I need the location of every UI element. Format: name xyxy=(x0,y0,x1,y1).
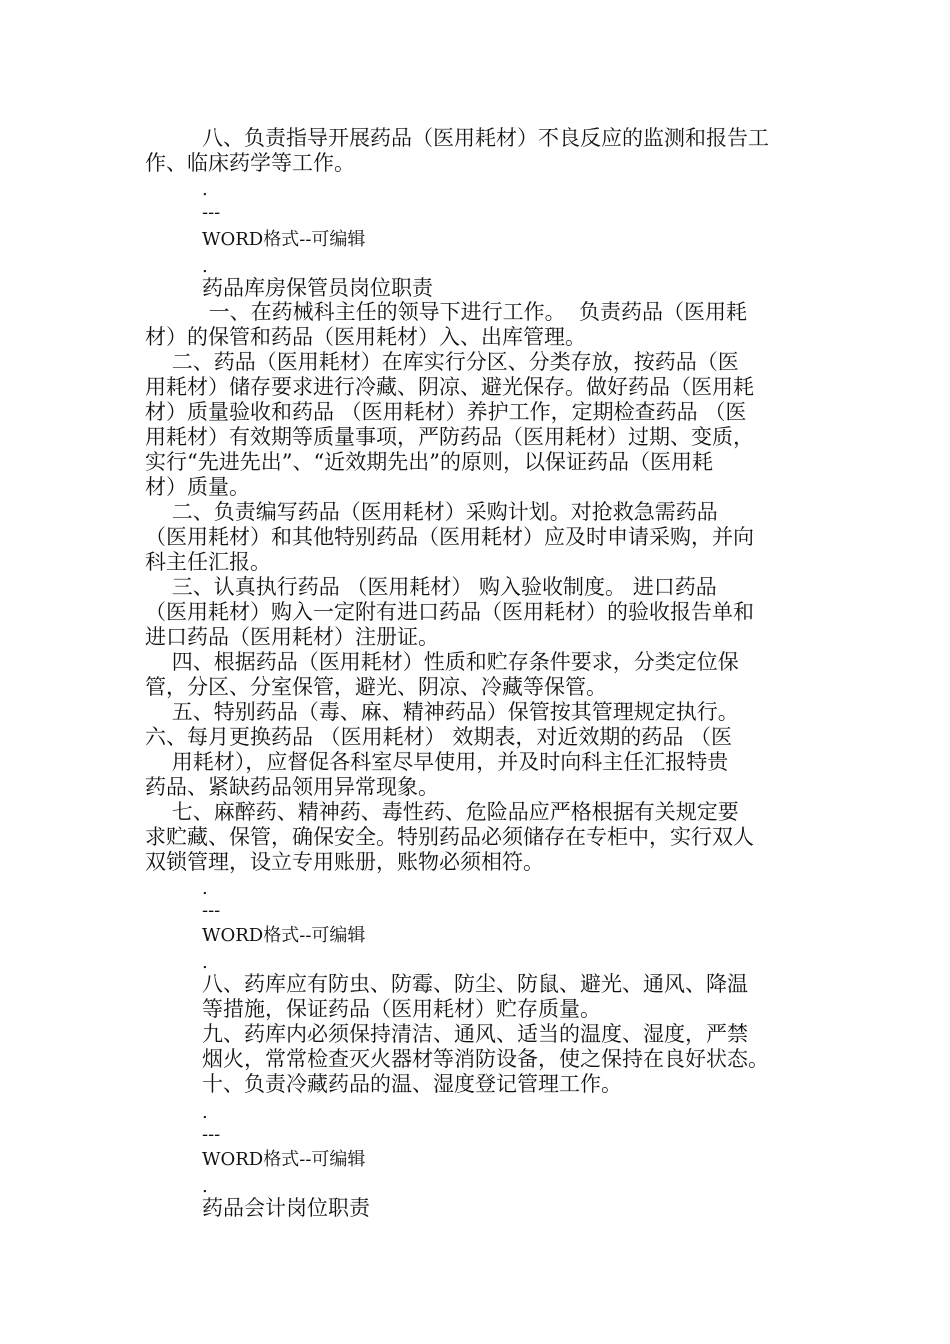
paragraph-line: （医用耗材）和其他特别药品（医用耗材）应及时申请采购，并向 xyxy=(145,525,754,549)
paragraph-line: 三、认真执行药品 （医用耗材） 购入验收制度。 进口药品 xyxy=(145,575,717,599)
paragraph-line: 材）质量验收和药品 （医用耗材）养护工作，定期检查药品 （医 xyxy=(145,400,747,424)
paragraph-line: 用耗材），应督促各科室尽早使用，并及时向科主任汇报特贵 xyxy=(145,750,729,774)
paragraph-line: 八、药库应有防虫、防霉、防尘、防鼠、避光、通风、降温 xyxy=(202,972,748,996)
separator-dot: . xyxy=(202,1102,208,1123)
separator-dashes: --- xyxy=(202,1124,221,1145)
paragraph-line: 科主任汇报。 xyxy=(145,550,271,574)
paragraph-line: 求贮藏、保管，确保安全。特别药品必须储存在专柜中，实行双人 xyxy=(145,825,754,849)
paragraph-line: 九、药库内必须保持清洁、通风、适当的温度、湿度，严禁 xyxy=(202,1022,748,1046)
word-format-label: WORD格式--可编辑 xyxy=(202,1149,366,1170)
separator-dot: . xyxy=(202,1176,208,1197)
word-format-label: WORD格式--可编辑 xyxy=(202,229,366,250)
separator-dashes: --- xyxy=(202,202,221,223)
paragraph-line: 双锁管理，设立专用账册，账物必须相符。 xyxy=(145,850,544,874)
paragraph-line: 进口药品（医用耗材）注册证。 xyxy=(145,625,439,649)
paragraph-line: 用耗材）储存要求进行冷藏、阴凉、避光保存。做好药品（医用耗 xyxy=(145,375,754,399)
paragraph-line: 作、临床药学等工作。 xyxy=(145,151,355,175)
paragraph-line: 材）质量。 xyxy=(145,475,250,499)
paragraph-line: 八、负责指导开展药品（医用耗材）不良反应的监测和报告工 xyxy=(202,126,769,150)
paragraph-line: 十、负责冷藏药品的温、湿度登记管理工作。 xyxy=(202,1072,622,1096)
paragraph-line: 四、根据药品（医用耗材）性质和贮存条件要求，分类定位保 xyxy=(145,650,739,674)
paragraph-line: 六、每月更换药品 （医用耗材） 效期表，对近效期的药品 （医 xyxy=(145,725,733,749)
separator-dashes: --- xyxy=(202,900,221,921)
paragraph-line: 七、麻醉药、精神药、毒性药、危险品应严格根据有关规定要 xyxy=(145,800,739,824)
paragraph-line: 烟火，常常检查灭火器材等消防设备，使之保持在良好状态。 xyxy=(202,1047,769,1071)
paragraph-line: 二、药品（医用耗材）在库实行分区、分类存放，按药品（医 xyxy=(145,350,739,374)
word-format-label: WORD格式--可编辑 xyxy=(202,925,366,946)
paragraph-line: 药品、紧缺药品领用异常现象。 xyxy=(145,775,439,799)
paragraph-line: 等措施，保证药品（医用耗材）贮存质量。 xyxy=(202,997,601,1021)
paragraph-line: 用耗材）有效期等质量事项，严防药品（医用耗材）过期、变质， xyxy=(145,425,754,449)
paragraph-line: 五、特别药品（毒、麻、精神药品）保管按其管理规定执行。 xyxy=(145,700,739,724)
section-title: 药品会计岗位职责 xyxy=(202,1196,370,1220)
paragraph-line: 一、在药械科主任的领导下进行工作。 负责药品（医用耗 xyxy=(202,300,748,324)
paragraph-line: 二、负责编写药品（医用耗材）采购计划。对抢救急需药品 xyxy=(145,500,718,524)
separator-dot: . xyxy=(202,179,208,200)
separator-dot: . xyxy=(202,878,208,899)
paragraph-line: （医用耗材）购入一定附有进口药品（医用耗材）的验收报告单和 xyxy=(145,600,754,624)
section-title: 药品库房保管员岗位职责 xyxy=(202,276,433,300)
paragraph-line: 材）的保管和药品（医用耗材）入、出库管理。 xyxy=(145,325,586,349)
paragraph-line: 管，分区、分室保管，避光、阴凉、冷藏等保管。 xyxy=(145,675,607,699)
paragraph-line: 实行“先进先出”、“近效期先出”的原则，以保证药品（医用耗 xyxy=(145,450,713,474)
separator-dot: . xyxy=(202,256,208,277)
separator-dot: . xyxy=(202,952,208,973)
